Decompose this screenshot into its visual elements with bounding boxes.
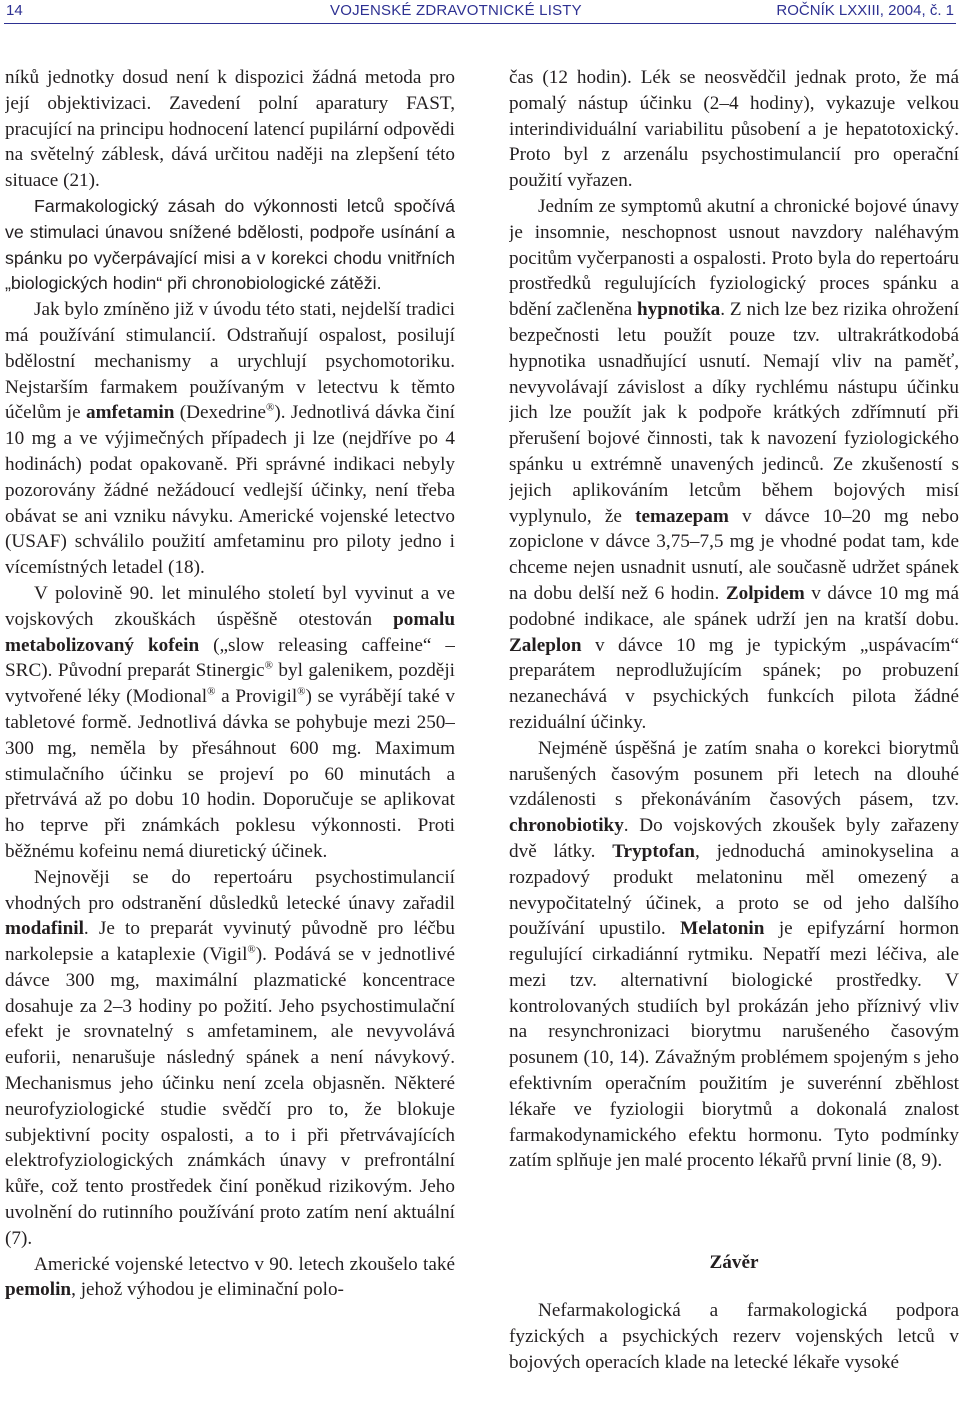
drug-name: modafinil [5,918,84,940]
drug-name: pemolin [5,1279,72,1301]
header-rule [4,23,956,24]
paragraph: Farmakologický zásah do výkonnosti letců spočívá ve stimulaci únavou snížené bdělosti, podpoře usínání a spánku po vyčerpávající misi a v korekci chodu vnitřních „biologických hodin“ při chronobiologické zátěži. [5,195,455,294]
drug-name: Tryptofan [612,840,695,862]
drug-name: Melatonin [680,918,765,940]
paragraph: Jedním ze symptomů akutní a chronické bojové únavy je insomnie, neschopnost usnout navzdory naléhavým pocitům vyčerpanosti a ospalosti. Proto byla do repertoáru prostředků regulujících fyziologický proces spánku a bdění začleněna hypnotika. Z nich lze bez rizika ohrožení bezpečnosti letu použít pouze tzv. ultrakrátkodobá hypnotika usnadňující usnutí. Nemají vliv na paměť, nevyvolávají závislost a díky rychlému nástupu účinku jich lze použít jak k podpoře krátkých zdřímnutí při přerušení bojové činnosti, tak k navození fyziologického spánku u extrémně unavených jedinců. Ze zkušeností s jejich aplikováním letcům během bojových misí vyplynulo, že temazepam v dávce 10–20 mg nebo zopiclone v dávce 3,75–7,5 mg je vhodné podat tam, kde chceme nejen usnadnit usnutí, ale současně udržet spánek na dobu delší než 6 hodin. Zolpidem v dávce 10 mg má podobné indikace, ale spánek udrží jen na kratší dobu. Zaleplon v dávce 10 mg je typickým „uspávacím“ preparátem neprodlužujícím spánek; po probuzení nezanechává v psychických funkcích pilota žádné reziduální účinky. [509,195,959,733]
drug-name: temazepam [635,505,729,527]
right-column [509,65,959,1406]
drug-name: hypnotika [637,299,721,321]
paragraph: Nejméně úspěšná je zatím snaha o korekci biorytmů narušených časovým posunem při letech na dlouhé vzdálenosti s překonáváním časových pásem, tzv. chronobiotiky. Do vojskových zkoušek byly zařazeny dvě látky. Tryptofan, jednoduchá aminokyselina a rozpadový produkt melatoninu měl omezený a nevypočitatelný účinek, a proto se od jeho dalšího používání upustilo. Melatonin je epifyzární hormon regulující cirkadiánní rytmiku. Nepatří mezi léčiva, ale mezi tzv. alternativní biologické prostředky. V kontrolovaných studiích byl prokázán jeho příznivý vliv na resynchronizaci biorytmu narušeného časovým posunem (10, 14). Závažným problémem spojeným s jeho efektivním operačním použitím je suverénní zběhlost lékaře ve fyziologii biorytmů a dokonalá znalost farmakodynamického efektu hormonu. Tyto podmínky zatím splňuje jen malé procento lékařů první linie (8, 9). [509,737,959,1172]
paragraph: Americké vojenské letectvo v 90. letech zkoušelo také pemolin, jehož výhodou je eliminační polo- [5,1253,455,1301]
drug-name: Zolpidem [725,582,805,604]
page-number: 14 [6,2,23,19]
paragraph: Jak bylo zmíněno již v úvodu této stati, nejdelší tradici má používání stimulancií. Odstraňují ospalost, posilují bdělostní mechanismy a urychlují psychomotoriku. Nejstarším farmakem používaným v letectvu k těmto účelům je amfetamin (Dexedrine®). Jednotlivá dávka činí 10 mg a ve výjimečných případech ji lze (nejdříve po 4 hodinách) podat opakovaně. Při správné indikaci nebyly pozorovány žádné nežádoucí vedlejší účinky, není třeba obávat se ani vzniku návyku. Americké vojenské letectvo (USAF) schválilo použití amfetaminu pro piloty jedno i vícemístných letadel (18). [5,299,455,579]
drug-name: Zaleplon [509,634,582,656]
paragraph: Nejnověji se do repertoáru psychostimulancií vhodných pro odstranění důsledků letecké únavy zařadil modafinil. Je to preparát vyvinutý původně pro léčbu narkolepsie a kataplexie (Vigil®). Podává se v jednotlivé dávce 300 mg, maximální plazmatické koncentrace dosahuje za 2–3 hodiny po požití. Jeho psychostimulační efekt je srovnatelný s amfetaminem, ale nevyvolává euforii, nenarušuje následný spánek a není návykový. Mechanismus jeho účinku není zcela objasněn. Některé neurofyziologické studie svědčí pro to, že blokuje subjektivní pocity ospalosti, a to i při přetrvávajících elektrofyziologických známkách únavy v prefrontální kůře, což tento prostředek činí poněkud rizikovým. Jeho uvolnění do rutinního používání proto zatím není aktuální (7). [5,866,455,1249]
paragraph: čas (12 hodin). Lék se neosvědčil jednak proto, že má pomalý nástup účinku (2–4 hodiny), vykazuje velkou interindividuální variabilitu působení a je hepatotoxický. Proto byl z arzenálu psychostimulancií pro operační použití vyřazen. [509,67,959,192]
drug-name: amfetamin [85,402,175,424]
issue-info: ROČNÍK LXXIII, 2004, č. 1 [776,2,954,19]
journal-title: VOJENSKÉ ZDRAVOTNICKÉ LISTY [330,2,582,19]
left-column [5,65,455,1406]
paragraph: V polovině 90. let minulého století byl vyvinut a ve vojskových zkouškách úspěšně otestován pomalu metabolizovaný kofein („slow releasing caffeine“ – SRC). Původní preparát Stinergic® byl galenikem, později vytvořené léky (Modional® a Provigil®) se vyrábějí také v tabletové formě. Jednotlivá dávka se pohybuje mezi 250–300 mg, neměla by přesáhnout 600 mg. Maximum stimulačního účinku se projeví po 60 minutách a přetrvává až po dobu 10 hodin. Doporučuje se aplikovat ho teprve při známkách poklesu výkonnosti. Proti běžnému kofeinu nemá diuretický účinek. [5,582,455,862]
paragraph: Nefarmakologická a farmakologická podpora fyzických a psychických rezerv vojenských letců v bojových operacích klade na letecké lékaře vysoké [509,1300,959,1373]
paragraph: níků jednotky dosud není k dispozici žádná metoda pro její objektivizaci. Zavedení polní aparatury FAST, pracující na principu hodnocení latencí pupilární odpovědi na světelný záblesk, dává určitou naději na zlepšení této situace (21). [5,67,455,192]
drug-name: pomalu metabolizovaný kofein [5,608,455,656]
section-heading: Závěr [709,1252,759,1274]
drug-name: chronobiotiky [509,815,624,837]
